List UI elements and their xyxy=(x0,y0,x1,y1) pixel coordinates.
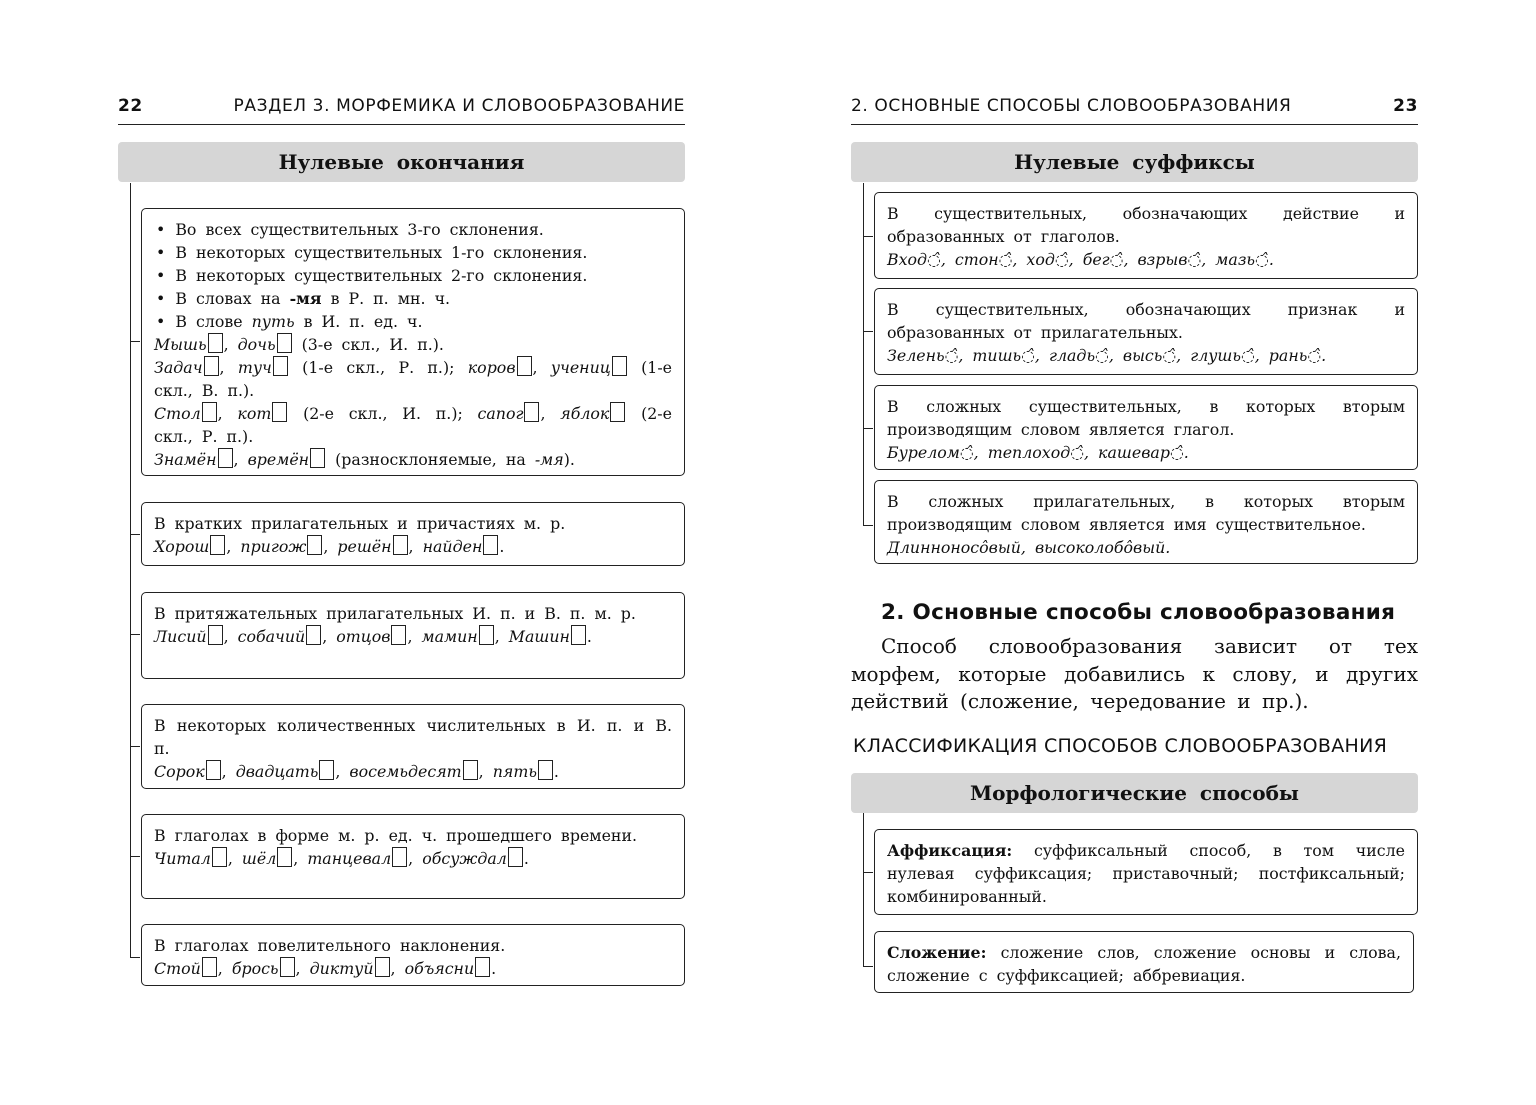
running-title: РАЗДЕЛ 3. МОРФЕМИКА И СЛОВООБРАЗОВАНИЕ xyxy=(233,96,685,116)
rule-text: В существительных, обозначающих действие и образованных от глаголов. xyxy=(887,204,1405,246)
bracket-tick xyxy=(130,341,140,342)
example-line: Сорок , двадцать , восемьдесят , пять . xyxy=(154,762,559,781)
bracket-line xyxy=(863,813,864,967)
example-line: Длинноносо̂вый, высоколобо̂вый. xyxy=(887,538,1171,557)
example-line: Лисий , собачий , отцов , мамин , Машин . xyxy=(154,627,592,646)
info-box-4 xyxy=(141,704,685,789)
section-heading: 2. Основные способы словообразования xyxy=(881,600,1396,625)
page-number: 23 xyxy=(1393,96,1418,116)
rule-text: В сложных прилагательных, в которых вторым производящим словом является имя существительное. xyxy=(887,492,1405,534)
compounding-box xyxy=(874,931,1414,993)
info-box-2 xyxy=(141,502,685,566)
rule-text: В притяжательных прилагательных И. п. и В. п. м. р. xyxy=(154,604,636,623)
running-title: 2. ОСНОВНЫЕ СПОСОБЫ СЛОВООБРАЗОВАНИЯ xyxy=(851,96,1292,116)
example-line: Читал , шёл , танцевал , обсуждал . xyxy=(154,849,529,868)
bullet-item: • Во всех существительных 3-го склонения. xyxy=(154,218,672,241)
running-header xyxy=(118,96,685,125)
rule-text: В сложных существительных, в которых вторым производящим словом является глагол. xyxy=(887,397,1405,439)
info-box-6 xyxy=(141,924,685,986)
suffix-box-2 xyxy=(874,288,1418,375)
term-definition: сложение слов, сложение основы и слова, сложение с суффиксацией; аббревиация. xyxy=(887,943,1401,985)
bracket-tick xyxy=(130,746,140,747)
bracket-tick xyxy=(863,236,873,237)
example-line: Знамён , времён (разносклоняемые, на -мя). xyxy=(154,450,575,469)
suffix-box-4 xyxy=(874,480,1418,564)
bullet-item: • В некоторых существительных 2-го склонения. xyxy=(154,264,672,287)
example-line: Стол , кот (2-е скл., И. п.); сапог , яблок (2-е скл., Р. п.). xyxy=(154,404,672,446)
term-label: Сложение: xyxy=(887,943,987,962)
example-line: Стой , брось , диктуй , объясни . xyxy=(154,959,497,978)
page-number: 22 xyxy=(118,96,143,116)
term-definition: суффиксальный способ, в том числе нулевая суффиксация; приставочный; постфиксальный; комбинированный. xyxy=(887,841,1405,906)
bracket-line xyxy=(863,183,864,526)
bullet-item: • В словах на -мя в Р. п. мн. ч. xyxy=(154,287,672,310)
classification-title: КЛАССИФИКАЦИЯ СПОСОБОВ СЛОВООБРАЗОВАНИЯ xyxy=(853,735,1388,757)
example-line: Задач , туч (1-е скл., Р. п.); коров , учениц (1-е скл., В. п.). xyxy=(154,358,673,400)
example-line: Мышь , дочь (3-е скл., И. п.). xyxy=(154,335,444,354)
bracket-tick xyxy=(130,957,140,958)
example-line: Хорош , пригож , решён , найден . xyxy=(154,537,505,556)
affixation-box xyxy=(874,829,1418,915)
running-header xyxy=(851,96,1418,125)
bracket-tick xyxy=(863,331,873,332)
info-box-3 xyxy=(141,592,685,679)
bracket-line xyxy=(130,183,131,957)
section-title-morphological: Морфологические способы xyxy=(851,773,1418,813)
rule-text: В глаголах в форме м. р. ед. ч. прошедшего времени. xyxy=(154,826,638,845)
section-title-null-suffixes: Нулевые суффиксы xyxy=(851,142,1418,182)
bracket-tick xyxy=(130,534,140,535)
example-line: Бурелом◌̂, теплоход◌̂, кашевар◌̂. xyxy=(887,443,1189,462)
bracket-tick xyxy=(863,966,873,967)
suffix-box-3 xyxy=(874,385,1418,470)
rule-text: В некоторых количественных числительных в И. п. и В. п. xyxy=(154,716,672,758)
term-label: Аффиксация: xyxy=(887,841,1013,860)
suffix-box-1 xyxy=(874,192,1418,279)
bracket-tick xyxy=(863,428,873,429)
bracket-tick xyxy=(130,634,140,635)
section-title-null-endings: Нулевые окончания xyxy=(118,142,685,182)
body-paragraph: Способ словообразования зависит от тех морфем, которые добавились к слову, и других действий (сложение, чередование и пр.). xyxy=(851,634,1418,713)
rule-text: В глаголах повелительного наклонения. xyxy=(154,936,506,955)
rule-text: В кратких прилагательных и причастиях м. р. xyxy=(154,514,566,533)
bracket-tick xyxy=(863,525,873,526)
rule-text: В существительных, обозначающих признак и образованных от прилагательных. xyxy=(887,300,1405,342)
bracket-tick xyxy=(130,856,140,857)
bullet-item: • В слове путь в И. п. ед. ч. xyxy=(154,310,672,333)
example-line: Зелень◌̂, тишь◌̂, гладь◌̂, высь◌̂, глушь◌̂, рань◌̂. xyxy=(887,346,1327,365)
info-box-1 xyxy=(141,208,685,476)
bullet-item: • В некоторых существительных 1-го склонения. xyxy=(154,241,672,264)
bracket-tick xyxy=(863,872,873,873)
example-line: Вход◌̂, стон◌̂, ход◌̂, бег◌̂, взрыв◌̂, мазь◌̂. xyxy=(887,250,1274,269)
info-box-5 xyxy=(141,814,685,899)
